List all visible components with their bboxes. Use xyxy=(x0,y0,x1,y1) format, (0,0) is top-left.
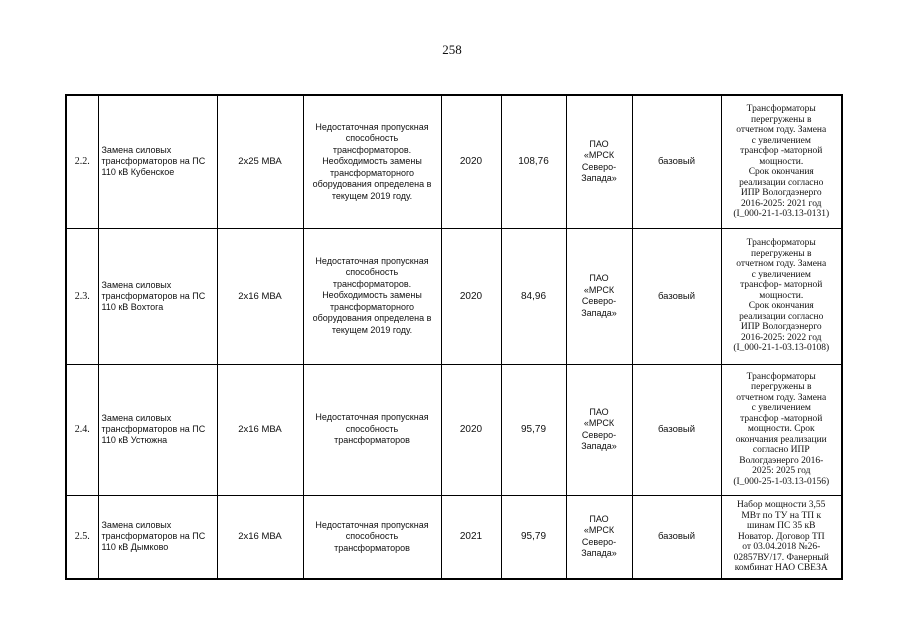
note-line: Вологдаэнерго 2016- xyxy=(739,455,824,466)
reason-line: Недостаточная пропускная xyxy=(315,519,429,530)
scenario-type: базовый xyxy=(632,228,721,364)
organization-line: ПАО xyxy=(589,513,609,524)
note-line: (I_000-21-1-03.13-0131) xyxy=(733,209,830,219)
project-name-line: 110 кВ Вохтога xyxy=(101,301,164,312)
reason-line: способность xyxy=(345,531,399,541)
year: 2020 xyxy=(441,364,501,495)
reason-line: Недостаточная пропускная xyxy=(315,255,429,266)
reason-line: трансформаторов xyxy=(334,435,410,446)
note-line: реализации согласно xyxy=(739,311,824,322)
note-line: с увеличением xyxy=(751,269,811,280)
project-name xyxy=(98,228,217,364)
table-body xyxy=(66,95,842,579)
project-name xyxy=(98,495,217,579)
note-line: Набор мощности 3,55 xyxy=(737,500,826,510)
note-line: отчетном году. Замена xyxy=(736,125,827,135)
note-line: ИПР Вологдаэнерго xyxy=(740,188,822,198)
organization xyxy=(566,364,632,495)
project-name xyxy=(98,364,217,495)
cost: 108,76 xyxy=(501,95,566,228)
scenario-type: базовый xyxy=(632,95,721,228)
note-line: (I_000-21-1-03.13-0108) xyxy=(733,343,830,354)
project-name-line: трансформаторов на ПС xyxy=(101,290,206,301)
note-line: с увеличением xyxy=(751,135,811,146)
reason xyxy=(303,495,441,579)
organization-line: ПАО xyxy=(589,138,609,149)
note xyxy=(721,228,842,364)
note-line: согласно ИПР xyxy=(752,445,810,456)
organization xyxy=(566,95,632,228)
note-line: перегружены в xyxy=(751,114,812,125)
note-line: 02857ВУ/17. Фанерный xyxy=(733,552,829,563)
organization-line: Северо- xyxy=(581,296,617,306)
year: 2020 xyxy=(441,228,501,364)
organization-line: Северо- xyxy=(581,429,617,440)
note-line: отчетном году. Замена xyxy=(736,259,827,270)
reason xyxy=(303,95,441,228)
organization-line: Запада» xyxy=(581,548,617,559)
table-row xyxy=(66,495,842,579)
note-line: Трансформаторы xyxy=(746,104,816,114)
reason-line: трансформаторов. xyxy=(332,144,412,155)
note-line: Трансформаторы xyxy=(746,371,816,382)
organization-line: ПАО xyxy=(589,406,609,417)
note-line: 2016-2025: 2021 год xyxy=(740,198,822,209)
note-line: Трансформаторы xyxy=(746,238,816,249)
note-line: реализации согласно xyxy=(739,177,824,188)
reason-line: оборудования определена в xyxy=(312,179,432,189)
reason-line: способность xyxy=(345,133,399,143)
note-line: мощности. xyxy=(759,290,804,301)
note-line: 2016-2025: 2022 год xyxy=(740,332,822,343)
organization-line: ПАО xyxy=(589,273,609,283)
project-name-line: 110 кВ Кубенское xyxy=(101,167,175,178)
capacity: 2x25 МВА xyxy=(217,95,303,228)
year: 2020 xyxy=(441,95,501,228)
reason-line: трансформаторов xyxy=(334,542,410,553)
organization xyxy=(566,228,632,364)
organization-line: «МРСК xyxy=(583,418,615,428)
capacity: 2x16 МВА xyxy=(217,228,303,364)
year: 2021 xyxy=(441,495,501,579)
note-line: от 03.04.2018 №26- xyxy=(742,542,821,552)
reason-line: текущем 2019 году. xyxy=(331,324,413,335)
reason-line: Недостаточная пропускная xyxy=(315,412,429,423)
organization-line: Запада» xyxy=(581,173,617,184)
reason-line: способность xyxy=(345,423,399,434)
reason-line: трансформаторов. xyxy=(332,278,412,289)
note-line: перегружены в xyxy=(751,248,812,259)
project-name-line: Замена силовых xyxy=(101,279,172,290)
cost: 95,79 xyxy=(501,364,566,495)
scenario-type: базовый xyxy=(632,364,721,495)
row-number: 2.5. xyxy=(66,495,98,579)
reason-line: Необходимость замены xyxy=(322,156,422,166)
note-line: отчетном году. Замена xyxy=(736,392,827,403)
table-row xyxy=(66,364,842,495)
project-name-line: трансформаторов на ПС xyxy=(101,531,206,542)
reason-line: текущем 2019 году. xyxy=(331,190,413,201)
table-row xyxy=(66,228,842,364)
organization-line: «МРСК xyxy=(583,525,615,536)
note xyxy=(721,495,842,579)
project-name-line: трансформаторов на ПС xyxy=(101,156,206,167)
note-line: мощности. xyxy=(759,156,804,167)
note-line: мощности. Срок xyxy=(747,424,815,435)
project-name-line: трансформаторов на ПС xyxy=(101,424,206,434)
cost: 95,79 xyxy=(501,495,566,579)
row-number: 2.2. xyxy=(66,95,98,228)
project-name-line: Замена силовых xyxy=(101,145,172,156)
cost: 84,96 xyxy=(501,228,566,364)
scenario-type: базовый xyxy=(632,495,721,579)
organization-line: Северо- xyxy=(581,536,617,547)
note-line: трансфор -маторной xyxy=(740,146,823,156)
note-line: (I_000-25-1-03.13-0156) xyxy=(733,476,830,487)
reason xyxy=(303,364,441,495)
project-name xyxy=(98,95,217,228)
capacity: 2x16 МВА xyxy=(217,495,303,579)
note-line: перегружены в xyxy=(751,382,812,393)
note-line: Срок окончания xyxy=(748,301,814,312)
reason-line: способность xyxy=(345,267,399,278)
reason-line: трансформаторного xyxy=(329,301,415,312)
note xyxy=(721,364,842,495)
table-row xyxy=(66,95,842,228)
row-number: 2.4. xyxy=(66,364,98,495)
project-name-line: Замена силовых xyxy=(101,520,172,531)
page-number: 258 xyxy=(442,42,462,57)
reason-line: Недостаточная пропускная xyxy=(315,121,429,132)
reason-line: трансформаторного xyxy=(329,167,415,178)
reason xyxy=(303,228,441,364)
note-line: шинам ПС 35 кВ xyxy=(747,521,816,531)
project-name-line: 110 кВ Устюжна xyxy=(101,435,168,445)
note-line: 2025: 2025 год xyxy=(752,466,811,477)
organization-line: Запада» xyxy=(581,441,617,451)
organization-line: «МРСК xyxy=(583,150,615,161)
investment-table xyxy=(65,94,843,580)
row-number: 2.3. xyxy=(66,228,98,364)
project-name-line: 110 кВ Дымково xyxy=(101,542,169,553)
note-line: Новатор. Договор ТП xyxy=(737,531,825,542)
organization xyxy=(566,495,632,579)
organization-line: Северо- xyxy=(581,161,617,172)
reason-line: Необходимость замены xyxy=(322,290,422,301)
note-line: комбинат НАО СВЕЗА xyxy=(734,563,828,573)
reason-line: оборудования определена в xyxy=(312,313,432,324)
capacity: 2x16 МВА xyxy=(217,364,303,495)
note-line: Срок окончания xyxy=(748,167,814,177)
note xyxy=(721,95,842,228)
organization-line: Запада» xyxy=(581,307,617,318)
note-line: МВт по ТУ на ТП к xyxy=(741,510,822,521)
note-line: ИПР Вологдаэнерго xyxy=(740,322,822,333)
note-line: трансфор -маторной xyxy=(740,413,823,424)
note-line: трансфор- маторной xyxy=(740,280,823,291)
organization-line: «МРСК xyxy=(583,284,615,295)
project-name-line: Замена силовых xyxy=(101,413,172,423)
note-line: окончания реализации xyxy=(735,434,827,445)
note-line: с увеличением xyxy=(751,403,811,414)
